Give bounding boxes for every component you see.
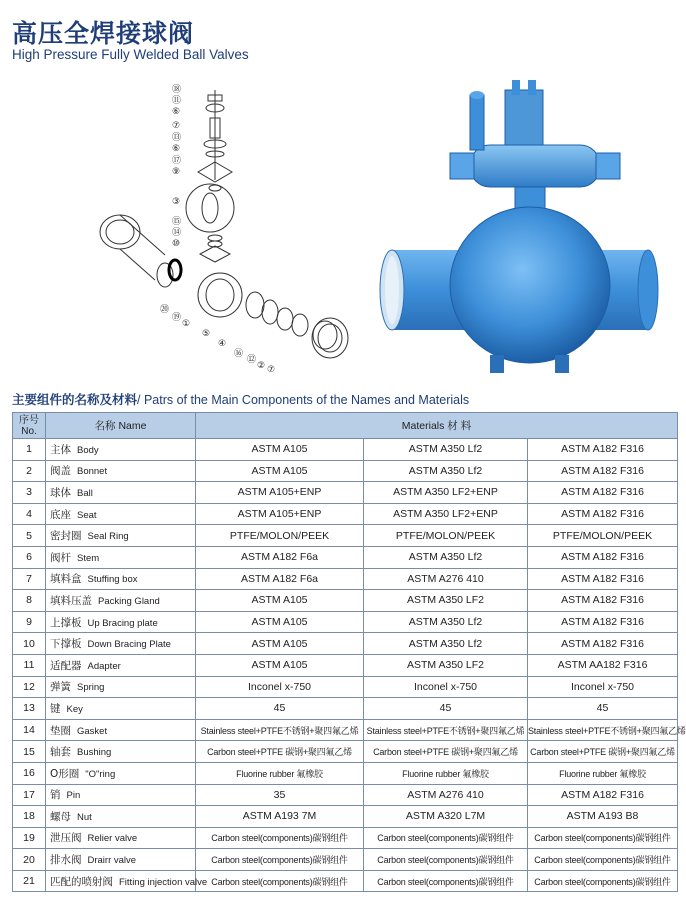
cell-material-3: ASTM A182 F316: [528, 482, 678, 504]
cell-name-cn: 轴套: [50, 746, 71, 759]
cell-material-3: ASTM A182 F316: [528, 503, 678, 525]
cell-material-3: ASTM A193 B8: [528, 806, 678, 828]
callout-top-7: ⑰: [172, 156, 182, 166]
cell-name-en: Drairr valve: [87, 855, 137, 867]
table-row: [13, 439, 678, 461]
cell-name-en: Adapter: [87, 660, 121, 672]
cell-name: [46, 698, 196, 720]
cell-material-1: Carbon steel(components)碳钢组件: [196, 849, 364, 871]
cell-name-cn: 上撑板: [50, 616, 82, 629]
cell-name: [46, 741, 196, 763]
cell-no: 20: [13, 849, 46, 871]
cell-name-cn: 匹配的喷射阀: [50, 875, 113, 888]
cell-name-en: Pin: [66, 790, 81, 802]
header-no-cn: 序号: [19, 414, 39, 426]
callout-bottom-8: ②: [257, 361, 266, 371]
cell-material-1: PTFE/MOLON/PEEK: [196, 525, 364, 547]
table-row: [13, 525, 678, 547]
cell-material-2: PTFE/MOLON/PEEK: [364, 525, 528, 547]
cell-name-cn: 主体: [50, 443, 71, 456]
cell-material-3: Fluorine rubber 氟橡胶: [528, 762, 678, 784]
cell-material-1: Inconel x-750: [196, 676, 364, 698]
table-header-row: [13, 413, 678, 439]
cell-material-2: ASTM A276 410: [364, 784, 528, 806]
table-row: [13, 806, 678, 828]
table-body: [13, 439, 686, 892]
cell-material-3: ASTM A182 F316: [528, 460, 678, 482]
cell-material-2: ASTM A320 L7M: [364, 806, 528, 828]
cell-material-2: Carbon steel+PTFE 碳钢+聚四氟乙烯: [364, 741, 528, 763]
valve-figure: [0, 70, 685, 380]
cell-material-2: ASTM A350 LF2: [364, 590, 528, 612]
materials-table: [12, 412, 686, 892]
cell-material-1: ASTM A193 7M: [196, 806, 364, 828]
cell-name: [46, 590, 196, 612]
cell-name-en: Fitting injection valve: [119, 876, 208, 888]
cell-name-cn: 泄压阀: [50, 832, 82, 845]
cell-material-2: 45: [364, 698, 528, 720]
cell-material-2: ASTM A350 Lf2: [364, 611, 528, 633]
cell-name: [46, 503, 196, 525]
table-row: [13, 460, 678, 482]
cell-name-en: Bonnet: [77, 466, 108, 478]
cell-material-3: Carbon steel(components)碳钢组件: [528, 849, 678, 871]
callout-bottom-7: ⑫: [247, 355, 257, 365]
cell-no: 14: [13, 719, 46, 741]
callout-top-9: ③: [172, 197, 181, 207]
cell-name-en: Key: [66, 703, 83, 715]
cell-no: 11: [13, 654, 46, 676]
table-row: [13, 611, 678, 633]
cell-name-en: Gasket: [77, 725, 108, 737]
cell-name-cn: 适配器: [50, 659, 82, 672]
cell-no: 10: [13, 633, 46, 655]
cell-name-cn: 密封圈: [50, 530, 82, 543]
cell-name-cn: O形圈: [50, 767, 80, 780]
cell-material-3: Carbon steel+PTFE 碳钢+聚四氟乙烯: [528, 741, 678, 763]
cell-material-2: Carbon steel(components)碳钢组件: [364, 827, 528, 849]
cell-name-en: Body: [77, 444, 99, 456]
header-materials: Materials 材 料: [196, 413, 678, 439]
cell-material-3: Carbon steel(components)碳钢组件: [528, 870, 678, 892]
cell-material-1: ASTM A105: [196, 590, 364, 612]
cell-name-cn: 垫圈: [50, 724, 71, 737]
cell-name-cn: 阀盖: [50, 465, 71, 478]
cell-material-2: Fluorine rubber 氟橡胶: [364, 762, 528, 784]
cell-material-3: ASTM A182 F316: [528, 784, 678, 806]
cell-material-3: ASTM A182 F316: [528, 590, 678, 612]
cell-name-en: Nut: [77, 811, 92, 823]
cell-material-2: Carbon steel(components)碳钢组件: [364, 870, 528, 892]
cell-material-3: ASTM A182 F316: [528, 611, 678, 633]
cell-material-2: ASTM A350 LF2+ENP: [364, 482, 528, 504]
cell-material-1: ASTM A105: [196, 460, 364, 482]
cell-material-3: Carbon steel(components)碳钢组件: [528, 827, 678, 849]
cell-name-cn: 下撑板: [50, 638, 82, 651]
cell-name-cn: 排水阀: [50, 854, 82, 867]
callout-bottom-2: ⑲: [172, 313, 182, 323]
table-row: [13, 827, 678, 849]
cell-material-3: ASTM A182 F316: [528, 546, 678, 568]
callout-top-6: ⑥: [172, 144, 181, 154]
callout-top-1: ⑱: [172, 85, 182, 95]
table-row: [13, 784, 678, 806]
cell-name: [46, 784, 196, 806]
table-row: [13, 741, 678, 763]
cell-material-2: ASTM A350 Lf2: [364, 460, 528, 482]
callout-bottom-9: ⑦: [267, 365, 276, 375]
cell-material-1: ASTM A105: [196, 439, 364, 461]
cell-name-en: Down Bracing Plate: [87, 639, 171, 651]
cell-material-1: Stainless steel+PTFE不锈钢+聚四氟乙烯: [196, 719, 364, 741]
callout-bottom-4: ⑤: [202, 329, 211, 339]
cell-no: 1: [13, 439, 46, 461]
cell-material-2: ASTM A350 LF2+ENP: [364, 503, 528, 525]
section-title-cn: 主要组件的名称及材料: [12, 392, 138, 407]
cell-name: [46, 439, 196, 461]
cell-material-2: ASTM A350 Lf2: [364, 546, 528, 568]
cell-name-cn: 键: [50, 702, 61, 715]
cell-no: 15: [13, 741, 46, 763]
cell-name-en: Ball: [77, 487, 93, 499]
cell-material-3: ASTM A182 F316: [528, 633, 678, 655]
cell-name: [46, 827, 196, 849]
cell-material-1: 35: [196, 784, 364, 806]
cell-name: [46, 460, 196, 482]
cell-material-3: ASTM A182 F316: [528, 568, 678, 590]
cell-no: 2: [13, 460, 46, 482]
table-row: [13, 482, 678, 504]
cell-no: 6: [13, 546, 46, 568]
cell-no: 19: [13, 827, 46, 849]
cell-name-cn: 弹簧: [50, 681, 71, 694]
cell-name: [46, 525, 196, 547]
cell-no: 8: [13, 590, 46, 612]
cell-name-en: Stuffing box: [87, 574, 138, 586]
cell-no: 9: [13, 611, 46, 633]
cell-material-1: 45: [196, 698, 364, 720]
cell-name: [46, 633, 196, 655]
cell-name-en: Packing Gland: [98, 595, 160, 607]
cell-material-1: Carbon steel+PTFE 碳钢+聚四氟乙烯: [196, 741, 364, 763]
cell-name: [46, 719, 196, 741]
cell-name: [46, 482, 196, 504]
cell-material-1: ASTM A182 F6a: [196, 568, 364, 590]
table-row: [13, 762, 678, 784]
cell-material-3: Inconel x-750: [528, 676, 678, 698]
cell-name: [46, 676, 196, 698]
cell-name-cn: 底座: [50, 508, 71, 521]
callout-top-12: ⑩: [172, 239, 181, 249]
table-row: [13, 503, 678, 525]
cell-material-3: ASTM AA182 F316: [528, 654, 678, 676]
cell-material-2: ASTM A350 Lf2: [364, 439, 528, 461]
cell-no: 4: [13, 503, 46, 525]
cell-material-1: ASTM A105: [196, 654, 364, 676]
cell-material-1: ASTM A105: [196, 633, 364, 655]
cell-name-en: Bushing: [77, 747, 112, 759]
section-title-en: / Patrs of the Main Components of the Names and Materials: [137, 393, 470, 407]
cell-material-3: PTFE/MOLON/PEEK: [528, 525, 678, 547]
page-title-cn: 高压全焊接球阀: [12, 19, 195, 48]
cell-material-2: ASTM A276 410: [364, 568, 528, 590]
cell-name-en: "O"ring: [85, 768, 116, 780]
callout-bottom-5: ④: [218, 339, 227, 349]
cell-name-cn: 阀杆: [50, 551, 71, 564]
cell-name: [46, 654, 196, 676]
cell-name-en: Seat: [77, 509, 97, 521]
table-row: [13, 590, 678, 612]
table-row: [13, 870, 678, 892]
table-row: [13, 698, 678, 720]
callout-bottom-6: ⑯: [234, 349, 244, 359]
cell-name-cn: 填料盒: [50, 573, 82, 586]
table-row: [13, 633, 678, 655]
cell-material-1: ASTM A105+ENP: [196, 503, 364, 525]
cell-material-2: Inconel x-750: [364, 676, 528, 698]
section-title: [12, 390, 469, 408]
header-no: [13, 413, 46, 439]
callout-top-3: ⑥: [172, 107, 181, 117]
cell-no: 16: [13, 762, 46, 784]
cell-name-cn: 填料压盖: [50, 594, 92, 607]
cell-material-1: Carbon steel(components)碳钢组件: [196, 827, 364, 849]
callout-top-5: ⑬: [172, 133, 182, 143]
table-row: [13, 719, 678, 741]
callout-top-10: ⑮: [172, 217, 182, 227]
cell-name-cn: 球体: [50, 486, 71, 499]
cell-material-2: ASTM A350 LF2: [364, 654, 528, 676]
cell-material-3: Stainless steel+PTFE不锈钢+聚四氟乙烯: [528, 719, 678, 741]
cell-material-2: Carbon steel(components)碳钢组件: [364, 849, 528, 871]
cell-name: [46, 849, 196, 871]
cell-material-1: Fluorine rubber 氟橡胶: [196, 762, 364, 784]
cell-no: 3: [13, 482, 46, 504]
callout-top-11: ⑭: [172, 228, 182, 238]
cell-no: 18: [13, 806, 46, 828]
cell-no: 13: [13, 698, 46, 720]
table-row: [13, 849, 678, 871]
cell-name-en: Up Bracing plate: [87, 617, 158, 629]
page-title-en: High Pressure Fully Welded Ball Valves: [12, 47, 249, 62]
cell-name: [46, 870, 208, 892]
table-row: [13, 676, 678, 698]
cell-no: 5: [13, 525, 46, 547]
valve-photo: [380, 75, 660, 375]
cell-material-1: ASTM A105: [196, 611, 364, 633]
header-no-en: No.: [21, 425, 37, 437]
cell-material-3: ASTM A182 F316: [528, 439, 678, 461]
cell-no: 17: [13, 784, 46, 806]
cell-material-1: ASTM A105+ENP: [196, 482, 364, 504]
callout-top-8: ⑨: [172, 167, 181, 177]
cell-no: 12: [13, 676, 46, 698]
callout-bottom-1: ⑳: [160, 305, 170, 315]
cell-material-3: 45: [528, 698, 678, 720]
cell-material-1: Carbon steel(components)碳钢组件: [196, 870, 364, 892]
table-row: [13, 654, 678, 676]
cell-name: [46, 611, 196, 633]
cell-name: [46, 568, 196, 590]
cell-name-cn: 销: [50, 789, 61, 802]
cell-name: [46, 546, 196, 568]
cell-name-cn: 螺母: [50, 810, 71, 823]
cell-material-2: Stainless steel+PTFE不锈钢+聚四氟乙烯: [364, 719, 528, 741]
cell-no: 21: [13, 870, 46, 892]
cell-name: [46, 762, 196, 784]
callout-top-4: ⑦: [172, 121, 181, 131]
cell-name: [46, 806, 196, 828]
header-name: 名称 Name: [46, 413, 196, 439]
cell-material-2: ASTM A350 Lf2: [364, 633, 528, 655]
callout-top-2: ⑪: [172, 96, 182, 106]
table-row: [13, 546, 678, 568]
table-row: [13, 568, 678, 590]
cell-no: 7: [13, 568, 46, 590]
callout-bottom-3: ①: [182, 319, 191, 329]
exploded-view-drawing: [80, 70, 430, 380]
cell-name-en: Relier valve: [87, 833, 138, 845]
cell-name-en: Stem: [77, 552, 100, 564]
cell-name-en: Spring: [77, 682, 105, 694]
cell-material-1: ASTM A182 F6a: [196, 546, 364, 568]
cell-name-en: Seal Ring: [87, 531, 129, 543]
